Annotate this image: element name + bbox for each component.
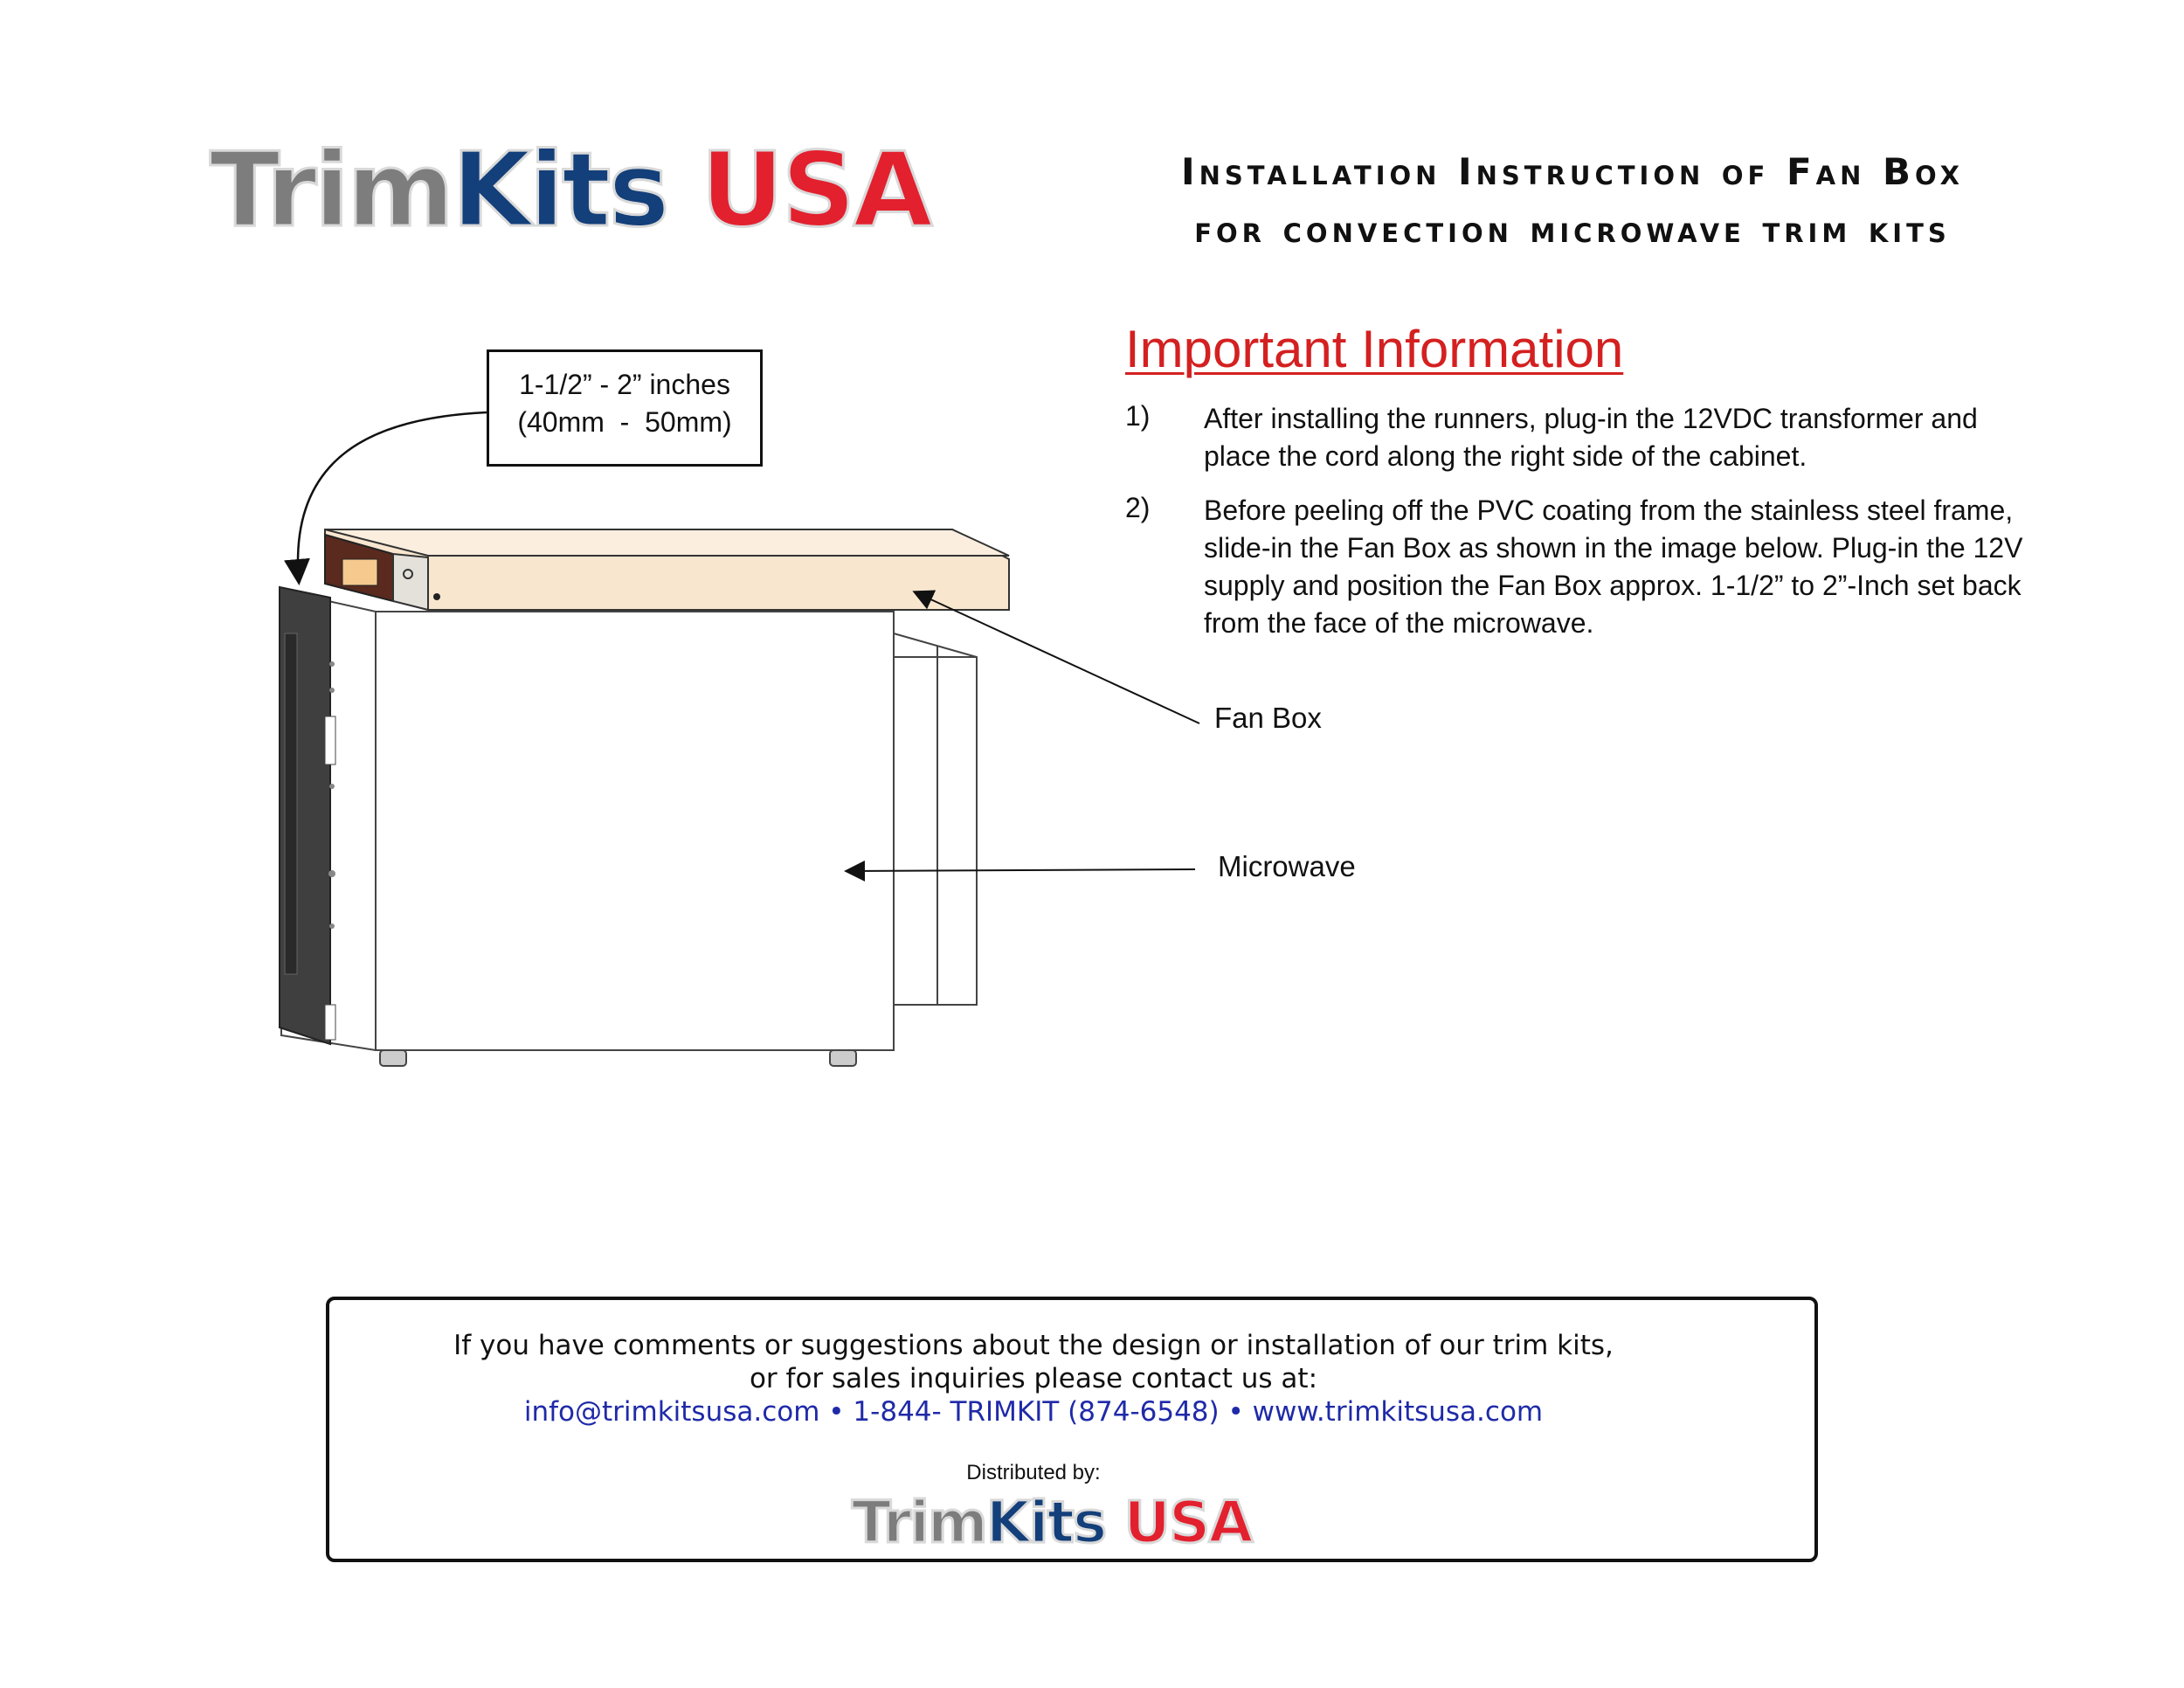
dimension-inches: 1-1/2” - 2” inches [519, 369, 730, 400]
microwave-body [280, 587, 894, 1066]
footer-logo-usa-text: USA [1123, 1489, 1252, 1556]
microwave-label: Microwave [1218, 850, 1356, 882]
trimkits-logo-footer [852, 1489, 1252, 1556]
step-2-text: Before peeling off the PVC coating from the stainless steel frame, slide-in the Fan Box as shown in the image below. Plug-in the 12V supply and position the Fan Box approx. 1-1/2” to 2”-Inch set back from the face of the microwave. [1204, 495, 2023, 639]
footer-logo-trim-text: Trim [852, 1489, 986, 1556]
page-title-line2: for convection microwave trim kits [1194, 208, 1951, 251]
dimension-mm: (40mm - 50mm) [517, 406, 732, 438]
logo-kits-text: Kits [452, 129, 667, 250]
logo-usa-text: USA [700, 129, 930, 250]
dimension-callout-box [487, 349, 763, 467]
contact-inquiry-line: or for sales inquiries please contact us at: [749, 1363, 1318, 1394]
important-info-heading: Important Information [1125, 320, 1624, 378]
distributed-by-label: Distributed by: [966, 1461, 1101, 1484]
logo-trim-text: Trim [210, 129, 453, 250]
footer-logo-kits-text: Kits [985, 1489, 1106, 1556]
step-1-text: After installing the runners, plug-in the 12VDC transformer and place the cord along the right side of the cabinet. [1204, 403, 1978, 472]
fanbox-label: Fan Box [1214, 702, 1322, 734]
step-1-number: 1) [1125, 400, 1151, 432]
page-title-line1: Installation Instruction of Fan Box [1181, 150, 1964, 193]
fan-box [325, 529, 1009, 610]
contact-details-link[interactable]: info@trimkitsusa.com • 1-844- TRIMKIT (874-6548) • www.trimkitsusa.com [523, 1396, 1544, 1428]
contact-intro-line: If you have comments or suggestions about the design or installation of our trim kits, [453, 1330, 1614, 1361]
microwave-side-panel [894, 633, 977, 1005]
step-2-number: 2) [1125, 492, 1151, 523]
